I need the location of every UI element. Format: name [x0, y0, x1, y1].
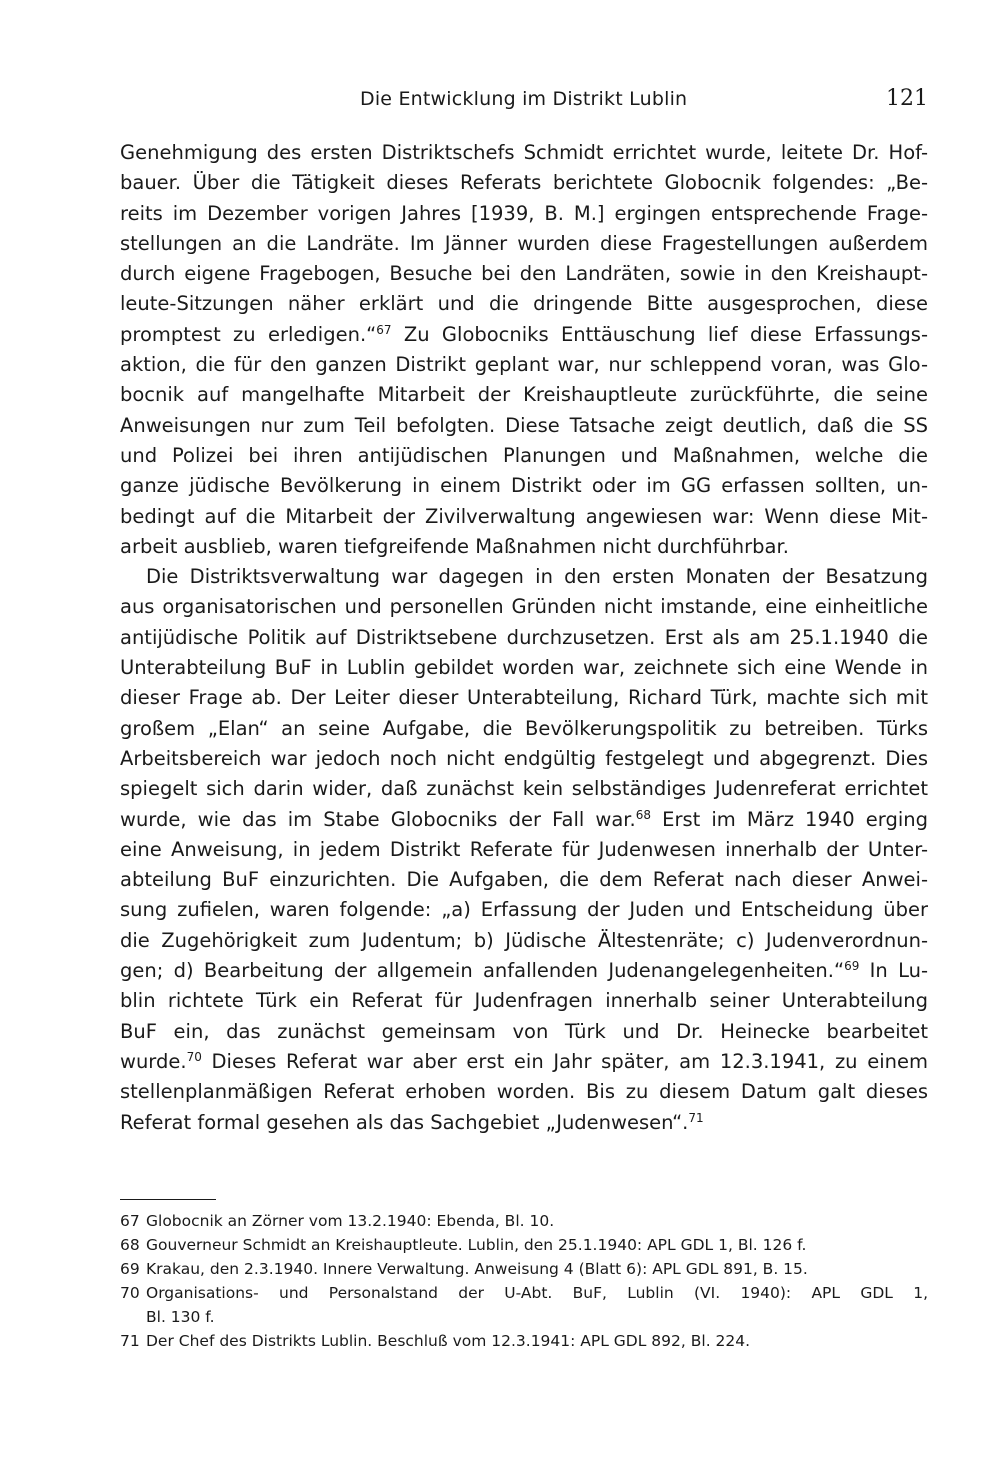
text-line: abteilung BuF einzurichten. Die Aufgaben, die dem Referat nach dieser Anwei- [120, 868, 928, 892]
text-line: Arbeitsbereich war jedoch noch nicht endgültig festgelegt und abgegrenzt. Dies [120, 746, 928, 770]
text-line: dieser Frage ab. Der Leiter dieser Unterabteilung, Richard Türk, machte sich mit [120, 686, 928, 710]
text-line [120, 1047, 928, 1077]
footnote-number: 67 [120, 1212, 140, 1230]
text-line: Genehmigung des ersten Distriktschefs Schmidt errichtet wurde, leitete Dr. Hof- [120, 141, 928, 164]
footnote-marker[interactable]: 70 [186, 1049, 202, 1064]
text-line: antijüdische Politik auf Distriktsebene durchzusetzen. Erst als am 25.1.1940 die [120, 625, 928, 649]
page-number: 121 [886, 86, 928, 111]
footnote-marker[interactable]: 69 [844, 959, 860, 974]
footnote-text: Globocnik an Zörner vom 13.2.1940: Ebenda, Bl. 10. [146, 1212, 555, 1230]
footnote-number: 70 [120, 1284, 140, 1302]
text-segment: wurde, wie das im Stabe Globocniks der Fall war. [120, 807, 636, 831]
text-line: stellenplanmäßigen Referat erhoben worden. Bis zu diesem Datum galt dieses [120, 1080, 928, 1104]
footnote-text: Gouverneur Schmidt an Kreishauptleute. Lublin, den 25.1.1940: APL GDL 1, Bl. 126 f. [146, 1236, 807, 1254]
footnote-continuation: Bl. 130 f. [146, 1308, 215, 1326]
footnotes [120, 1209, 928, 1353]
text-line: die Zugehörigkeit zum Judentum; b) Jüdische Ältestenräte; c) Judenverordnun- [120, 928, 928, 952]
text-segment: wurde. [120, 1049, 187, 1073]
text-line: bauer. Über die Tätigkeit dieses Referats berichtete Globocnik folgendes: „Be- [120, 171, 928, 195]
footnote [120, 1209, 928, 1233]
text-line: arbeit ausblieb, waren tiefgreifende Maßnahmen nicht durchführbar. [120, 534, 789, 558]
footnote [120, 1233, 928, 1257]
footnote [120, 1329, 928, 1353]
text-line [120, 320, 928, 350]
text-line: blin richtete Türk ein Referat für Judenfragen innerhalb seiner Unterabteilung [120, 989, 928, 1013]
footnote-number: 68 [120, 1236, 140, 1254]
footnote-number: 69 [120, 1260, 140, 1278]
text-line: durch eigene Fragebogen, Besuche bei den Landräten, sowie in den Kreishaupt- [120, 262, 928, 286]
footnote-divider [120, 1199, 216, 1200]
text-line [120, 956, 928, 986]
footnote-number: 71 [120, 1332, 140, 1350]
text-line: stellungen an die Landräte. Im Jänner wurden diese Fragestellungen außerdem [120, 231, 928, 255]
text-line: großem „Elan“ an seine Aufgabe, die Bevölkerungspolitik zu betreiben. Türks [120, 716, 928, 740]
text-line: Anweisungen nur zum Teil befolgten. Diese Tatsache zeigt deutlich, daß die SS [120, 413, 928, 437]
text-line: BuF ein, das zunächst gemeinsam von Türk und Dr. Heinecke bearbeitet [120, 1019, 928, 1043]
text-segment: gen; d) Bearbeitung der allgemein anfallenden Judenangelegenheiten.“ [120, 959, 845, 983]
text-segment: Erst im März 1940 erging [651, 807, 928, 831]
footnote-marker[interactable]: 71 [688, 1110, 704, 1125]
text-line: sung zufielen, waren folgende: „a) Erfassung der Juden und Entscheidung über [120, 898, 928, 922]
text-line: bocnik auf mangelhafte Mitarbeit der Kreishauptleute zurückführte, die seine [120, 383, 928, 407]
text-line: eine Anweisung, in jedem Distrikt Referate für Judenwesen innerhalb der Unter- [120, 837, 928, 861]
footnote-marker[interactable]: 68 [635, 807, 652, 822]
text-line: reits im Dezember vorigen Jahres [1939, B. M.] ergingen entsprechende Frage- [120, 201, 928, 225]
text-segment: Dieses Referat war aber erst ein Jahr später, am 12.3.1941, zu einem [201, 1049, 928, 1073]
footnote-text: Der Chef des Distrikts Lublin. Beschluß vom 12.3.1941: APL GDL 892, Bl. 224. [146, 1332, 751, 1350]
text-line: spiegelt sich darin wider, daß zunächst kein selbständiges Judenreferat errichtet [120, 777, 928, 801]
text-line [120, 805, 928, 835]
footnote [120, 1257, 928, 1281]
footnote-marker[interactable]: 67 [376, 322, 392, 337]
text-line: leute-Sitzungen näher erklärt und die dringende Bitte ausgesprochen, diese [120, 292, 928, 316]
text-line: Unterabteilung BuF in Lublin gebildet worden war, zeichnete sich eine Wende in [120, 656, 928, 680]
text-segment: In Lu- [859, 959, 928, 983]
footnote-text: Krakau, den 2.3.1940. Innere Verwaltung. Anweisung 4 (Blatt 6): APL GDL 891, B. 15. [146, 1260, 808, 1278]
text-segment: promptest zu erledigen.“ [120, 322, 377, 346]
text-line [120, 1108, 928, 1138]
text-line: und Polizei bei ihren antijüdischen Planungen und Maßnahmen, welche die [120, 443, 928, 467]
text-segment: Zu Globocniks Enttäuschung lief diese Erfassungs- [391, 322, 928, 346]
text-line: Die Distriktsverwaltung war dagegen in den ersten Monaten der Besatzung [146, 565, 928, 589]
text-line: bedingt auf die Mitarbeit der Zivilverwaltung angewiesen war: Wenn diese Mit- [120, 504, 928, 528]
text-line: aus organisatorischen und personellen Gründen nicht imstande, eine einheitliche [120, 595, 928, 619]
running-header [120, 86, 930, 116]
text-line: aktion, die für den ganzen Distrikt geplant war, nur schleppend voran, was Glo- [120, 353, 928, 377]
body-text [120, 138, 928, 1138]
running-title: Die Entwicklung im Distrikt Lublin [360, 88, 688, 110]
footnote [120, 1281, 928, 1305]
text-segment: Referat formal gesehen als das Sachgebiet „Judenwesen“. [120, 1110, 689, 1134]
text-line: ganze jüdische Bevölkerung in einem Distrikt oder im GG erfassen sollten, un- [120, 474, 928, 498]
footnote-text: Organisations- und Personalstand der U-Abt. BuF, Lublin (VI. 1940): APL GDL 1, [146, 1284, 928, 1302]
